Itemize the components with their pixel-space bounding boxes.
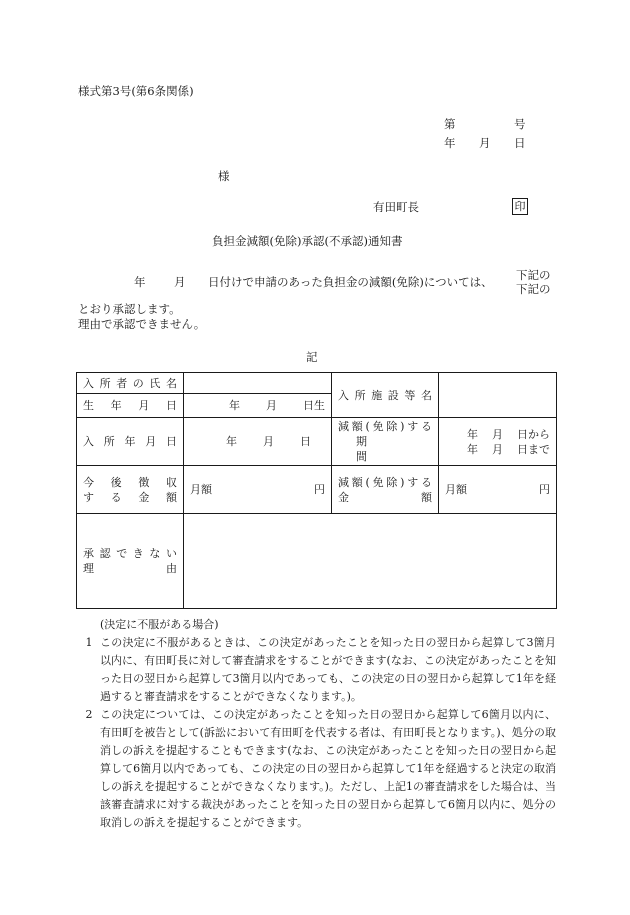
appeal-notes — [78, 616, 556, 832]
doc-number-prefix: 第 — [444, 117, 456, 131]
notes-heading: (決定に不服がある場合) — [100, 618, 219, 631]
facility-label-cell — [332, 373, 439, 418]
period-to-month: 月 — [492, 442, 503, 456]
facility-value-cell[interactable] — [439, 373, 557, 418]
body-option-1: 下記の — [516, 268, 551, 282]
collect-monthly-label: 月額 — [190, 483, 212, 496]
addressee-suffix: 様 — [218, 169, 230, 183]
note-number: 2 — [85, 708, 93, 721]
admit-value-cell[interactable] — [184, 418, 332, 466]
admit-day: 日 — [300, 435, 311, 448]
reduce-yen-label: 円 — [539, 483, 550, 496]
body-option-2: 下記の — [516, 282, 551, 296]
body-month: 月 — [174, 275, 186, 289]
collect-yen-label: 円 — [314, 483, 325, 496]
document-title: 負担金減額(免除)承認(不承認)通知書 — [212, 234, 403, 248]
birth-month: 月 — [266, 399, 277, 412]
admit-year: 年 — [226, 435, 237, 448]
note-text: この決定については、この決定があったことを知った日の翌日から起算して6箇月以内に、有田町を被告として(訴訟において有田町を代表する者は、有田町長となります。)、処分の取消しの訴えを提起することもできます(なお、この決定があったことを知った日の翌日から起算して6箇月以内であっても、この決定の日の翌日から起算して1年を経過すると決定の取消しの訴えを提起することができなくなります。)。ただし、上記1の審査請求をした場合は、当該審査請求に対する裁決があったことを知った日の翌日から起算して6箇月以内に、処分の取消しの訴えを提起することができます。 — [100, 708, 556, 829]
reduce-amount-label-2b: 額 — [421, 490, 432, 504]
body-reject-line: 理由で承認できません。 — [78, 317, 206, 331]
date-day: 日 — [514, 136, 526, 150]
seal-mark: 印 — [512, 198, 528, 215]
collect-label-1: 今後徴収 — [83, 475, 177, 489]
ki-heading: 記 — [306, 350, 318, 364]
name-label-cell — [77, 373, 184, 394]
period-label-1: 減額(免除)する — [338, 420, 432, 433]
form-number: 様式第3号(第6条関係) — [78, 84, 194, 98]
doc-number-suffix: 号 — [514, 117, 526, 131]
name-label: 入所者の氏名 — [83, 376, 177, 390]
note-text: この決定に不服があるときは、この決定があったことを知った日の翌日から起算して3箇月以内に、有田町長に対して審査請求をすることができます(なお、この決定があったことを知った日の翌日から起算して3箇月以内であっても、この決定の日の翌日から起算して1年を経過すると審査請求をすることができなくなります。)。 — [100, 636, 556, 703]
facility-label: 入所施設等名 — [338, 388, 432, 402]
collect-label-cell — [77, 466, 184, 514]
period-to-day: 日まで — [517, 442, 550, 456]
reason-label-1: 承認できない — [83, 547, 177, 560]
date-year: 年 — [444, 136, 456, 150]
date-month: 月 — [479, 136, 491, 150]
name-value-cell[interactable] — [184, 373, 332, 394]
issuer-name: 有田町長 — [373, 200, 419, 214]
body-text: 日付けで申請のあった負担金の減額(免除)については、 — [208, 275, 493, 289]
period-value-cell[interactable] — [439, 418, 557, 466]
collect-label-2: する金額 — [83, 490, 177, 504]
note-number: 1 — [85, 636, 93, 649]
reduce-monthly-label: 月額 — [445, 483, 467, 496]
admit-label-cell — [77, 418, 184, 466]
period-label-2 — [356, 434, 432, 464]
collect-value-cell[interactable] — [184, 466, 332, 514]
period-from-year: 年 — [467, 427, 478, 441]
reason-label-2b: 由 — [166, 562, 177, 575]
birth-value-cell[interactable] — [184, 394, 332, 418]
admit-label: 入所年月日 — [83, 435, 177, 448]
birth-day: 日生 — [303, 399, 325, 412]
reason-label-2a: 理 — [83, 562, 94, 575]
reduce-amount-label-1: 減額(免除)する — [338, 475, 432, 489]
period-from-day: 日から — [517, 427, 550, 441]
birth-label-cell — [77, 394, 184, 418]
note-item — [78, 706, 556, 832]
details-table — [76, 372, 557, 609]
period-label-2-text: 期間 — [356, 435, 419, 463]
reduce-amount-label-2a: 金 — [338, 490, 349, 504]
birth-label: 生年月日 — [83, 399, 177, 412]
reduce-amount-value-cell[interactable] — [439, 466, 557, 514]
birth-year: 年 — [229, 399, 240, 412]
reason-value-cell[interactable] — [184, 514, 557, 609]
reduce-amount-label-cell — [332, 466, 439, 514]
body-year: 年 — [134, 275, 146, 289]
period-from-month: 月 — [492, 427, 503, 441]
note-item — [78, 634, 556, 706]
body-approve-line: とおり承認します。 — [78, 302, 181, 316]
period-label-cell — [332, 418, 439, 466]
period-to-year: 年 — [467, 442, 478, 456]
admit-month: 月 — [263, 435, 274, 448]
reason-label-cell — [77, 514, 184, 609]
